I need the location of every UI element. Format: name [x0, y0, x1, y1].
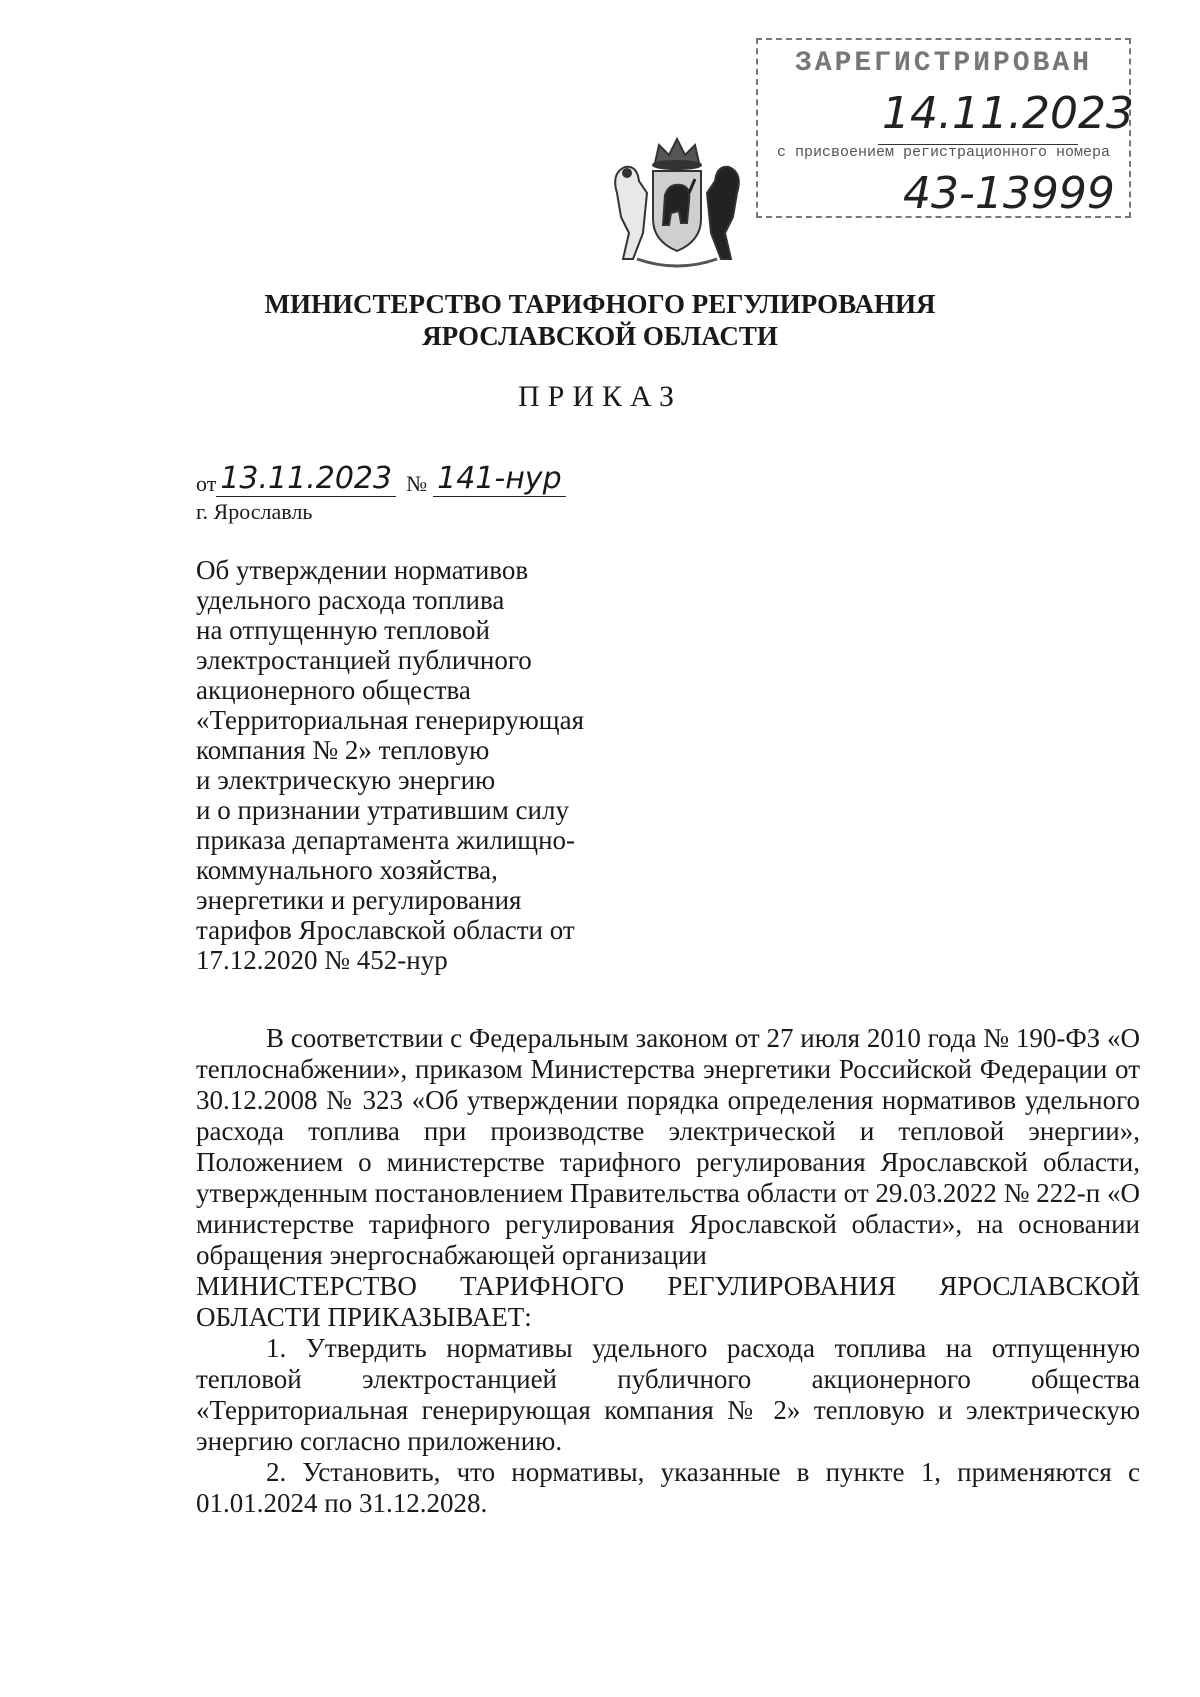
order-item-1: 1. Утвердить нормативы удельного расхода топлива на отпущенную тепловой электростанцией публичного акционерного общества «Территориальная генерирующая компания № 2» тепловую и электрическую энергию согласно приложению.: [196, 1333, 1140, 1456]
coat-of-arms-icon: [597, 133, 757, 273]
stamp-title: ЗАРЕГИСТРИРОВАН: [794, 48, 1093, 79]
subject-line: удельного расхода топлива: [196, 585, 505, 615]
subject-line: коммунального хозяйства,: [196, 855, 498, 885]
subject-line: Об утверждении нормативов: [196, 555, 529, 585]
order-item-2: 2. Установить, что нормативы, указанные в пункте 1, применяются с 01.01.2024 по 31.12.2028.: [196, 1457, 1140, 1518]
subject-line: и электрическую энергию: [196, 765, 496, 795]
city: г. Ярославль: [196, 499, 313, 524]
ministry-name-line2: ЯРОСЛАВСКОЙ ОБЛАСТИ: [422, 321, 778, 351]
subject-line: 17.12.2020 № 452-нур: [196, 945, 448, 975]
stamp-subtitle: с присвоением регистрационного номера: [776, 144, 1111, 161]
subject-line: акционерного общества: [196, 675, 471, 705]
subject-line: на отпущенную тепловой: [196, 615, 490, 645]
from-label: от: [196, 471, 217, 496]
order-number: 141-нур: [433, 462, 566, 497]
subject-line: «Территориальная генерирующая: [196, 705, 584, 735]
stamp-date: 14.11.2023: [882, 88, 1134, 139]
subject-line: энергетики и регулирования: [196, 885, 522, 915]
subject-line: тарифов Ярославской области от: [196, 915, 575, 945]
document-type: ПРИКАЗ: [518, 380, 682, 413]
subject-line: приказа департамента жилищно-: [196, 825, 576, 855]
order-meta: [196, 462, 566, 525]
registration-stamp: [756, 38, 1134, 219]
stamp-registration-number: 43-13999: [903, 168, 1115, 219]
orders-heading: МИНИСТЕРСТВО ТАРИФНОГО РЕГУЛИРОВАНИЯ ЯРОСЛАВСКОЙ ОБЛАСТИ ПРИКАЗЫВАЕТ:: [196, 1271, 1140, 1332]
order-subject: [196, 555, 616, 975]
subject-line: компания № 2» тепловую: [196, 735, 490, 765]
ministry-name-line1: МИНИСТЕРСТВО ТАРИФНОГО РЕГУЛИРОВАНИЯ: [264, 289, 936, 319]
subject-line: и о признании утратившим силу: [196, 795, 569, 825]
number-label: №: [406, 471, 428, 496]
preamble-paragraph: В соответствии с Федеральным законом от 27 июля 2010 года № 190-ФЗ «О теплоснабжении», приказом Министерства энергетики Российской Федерации от 30.12.2008 № 323 «Об утверждении порядка определения нормативов удельного расхода топлива при производстве электрической и тепловой энергии», Положением о министерстве тарифного регулирования Ярославской области, утвержденным постановлением Правительства области от 29.03.2022 № 222-п «О министерстве тарифного регулирования Ярославской области», на основании обращения энергоснабжающей организации: [196, 1023, 1140, 1270]
order-date: 13.11.2023: [216, 462, 396, 497]
ministry-name: [0, 288, 1200, 352]
order-body: [196, 1023, 1140, 1519]
subject-line: электростанцией публичного: [196, 645, 532, 675]
